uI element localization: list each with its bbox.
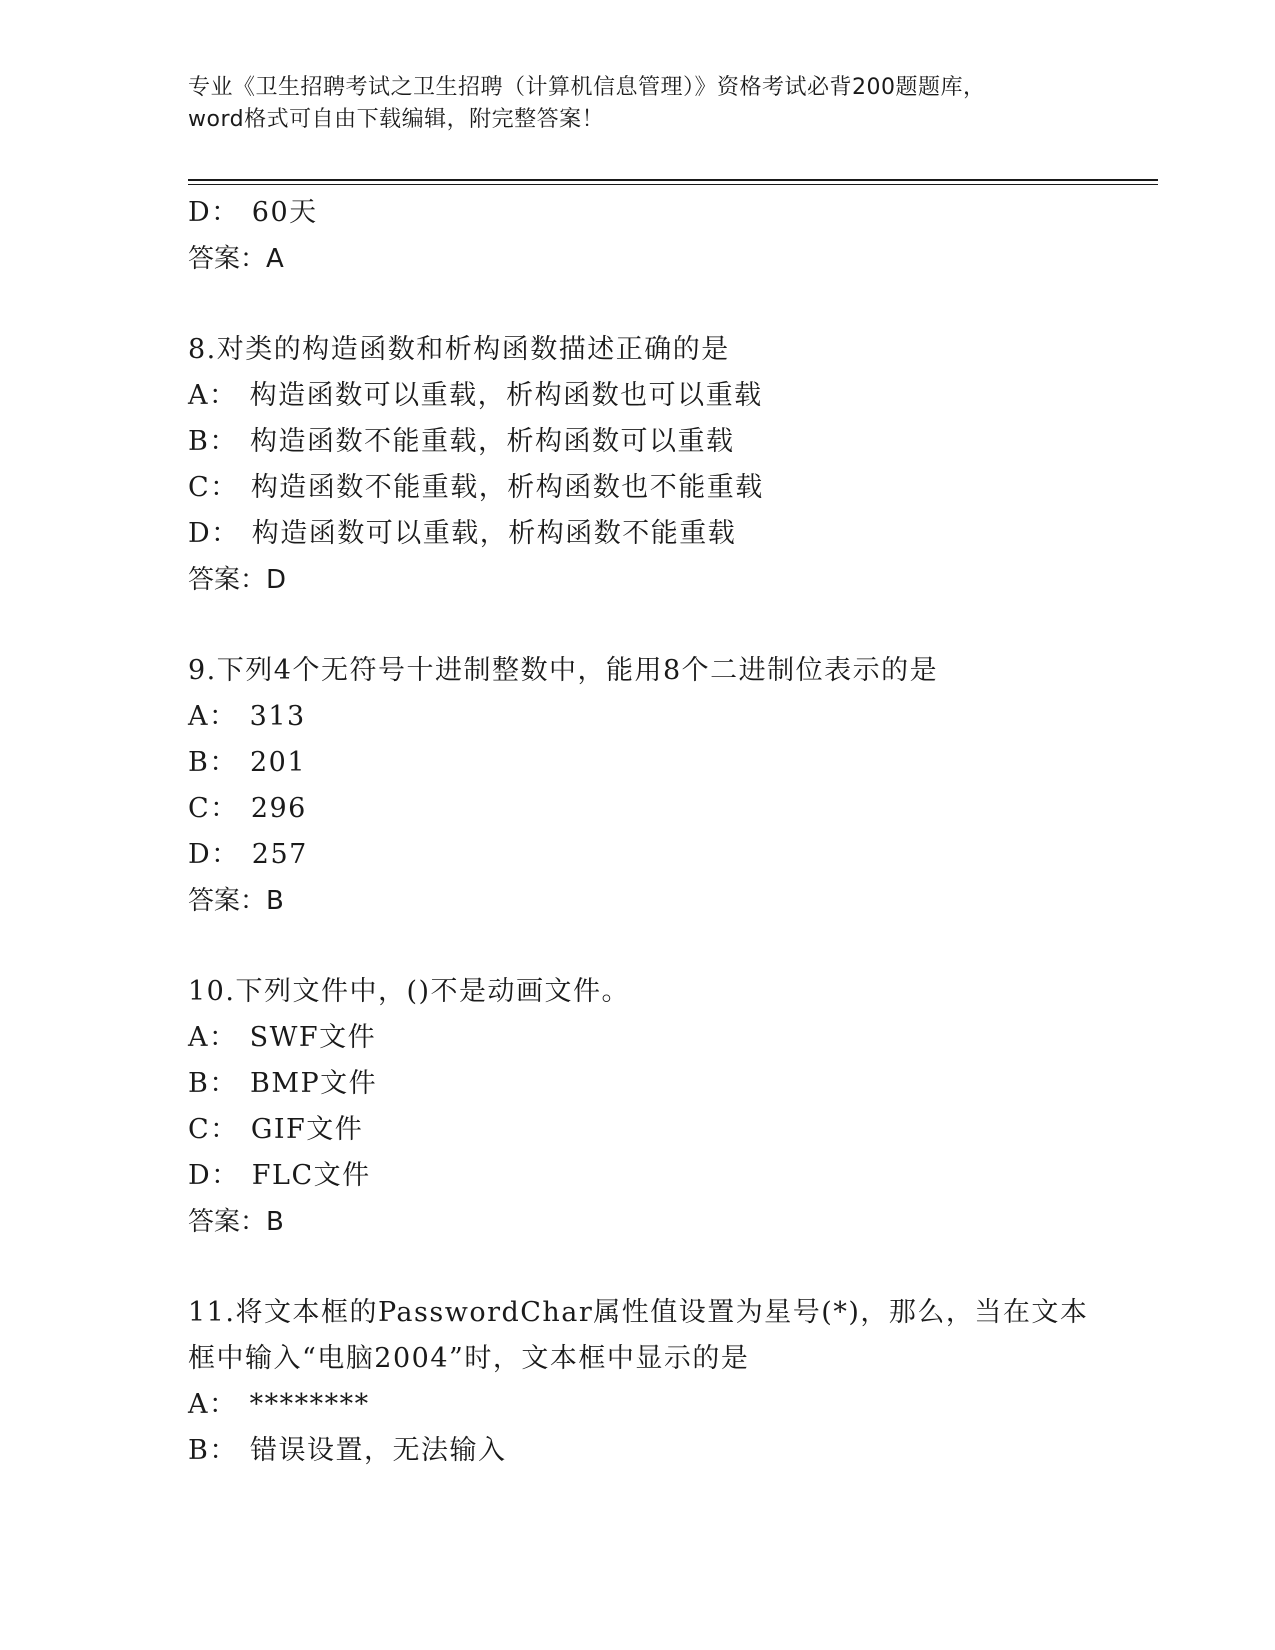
answer-line: 答案：B [188, 886, 284, 916]
question-option [188, 465, 1088, 511]
option-label: D： [188, 1160, 240, 1191]
question-option [188, 1428, 1088, 1474]
question-option [188, 786, 1088, 832]
option-label: C： [188, 793, 239, 824]
option-label: C： [188, 472, 239, 503]
option-label: B： [188, 1068, 238, 1099]
answer-line: 答案：A [188, 244, 284, 274]
option-text: GIF文件 [250, 1114, 364, 1145]
option-text: 错误设置，无法输入 [249, 1435, 507, 1466]
option-text: FLC文件 [251, 1160, 371, 1191]
option-label: A： [188, 1022, 238, 1053]
answer-line: 答案：D [188, 565, 287, 595]
question-option [188, 1382, 1088, 1428]
question-option [188, 373, 1088, 419]
option-label: A： [188, 1389, 238, 1420]
option-text: 296 [250, 793, 307, 824]
question-stem: 10.下列文件中，()不是动画文件。 [188, 976, 631, 1007]
option-text: 60天 [251, 197, 318, 228]
option-text: 构造函数可以重载，析构函数也可以重载 [249, 380, 763, 411]
option-label: C： [188, 1114, 239, 1145]
option-label: D： [188, 518, 240, 549]
option-text: BMP文件 [249, 1068, 378, 1099]
question-option [188, 419, 1088, 465]
option-label: B： [188, 747, 238, 778]
option-text: ******** [249, 1389, 370, 1420]
question-spacer [188, 1245, 1088, 1290]
question-option [188, 740, 1088, 786]
option-text: SWF文件 [249, 1022, 377, 1053]
option-label: B： [188, 1435, 238, 1466]
question-spacer [188, 603, 1088, 648]
question-option [188, 832, 1088, 878]
question-option [188, 190, 1088, 236]
option-label: D： [188, 197, 240, 228]
option-text: 构造函数不能重载，析构函数可以重载 [249, 426, 735, 457]
question-option [188, 694, 1088, 740]
question-spacer [188, 282, 1088, 327]
header-divider-thick [188, 179, 1158, 181]
document-header [188, 72, 1088, 136]
option-label: A： [188, 701, 238, 732]
option-label: B： [188, 426, 238, 457]
option-text: 构造函数可以重载，析构函数不能重载 [251, 518, 737, 549]
question-stem: 11.将文本框的PasswordChar属性值设置为星号(*)，那么，当在文本 [188, 1297, 1089, 1328]
question-option [188, 1107, 1088, 1153]
answer-line: 答案：B [188, 1207, 284, 1237]
question-option [188, 1061, 1088, 1107]
question-stem: 9.下列4个无符号十进制整数中，能用8个二进制位表示的是 [188, 655, 939, 686]
question-list [188, 190, 1088, 1474]
question-stem: 8.对类的构造函数和析构函数描述正确的是 [188, 334, 730, 365]
option-text: 257 [251, 839, 308, 870]
question-option [188, 511, 1088, 557]
question-spacer [188, 924, 1088, 969]
header-title-line-2: word格式可自由下载编辑，附完整答案！ [188, 107, 605, 132]
option-label: D： [188, 839, 240, 870]
header-title-line-1: 专业《卫生招聘考试之卫生招聘（计算机信息管理）》资格考试必背200题题库， [188, 75, 986, 100]
option-label: A： [188, 380, 238, 411]
option-text: 201 [249, 747, 307, 778]
option-text: 313 [249, 701, 306, 732]
question-stem-continued: 框中输入“电脑2004”时，文本框中显示的是 [188, 1343, 750, 1374]
question-option [188, 1015, 1088, 1061]
option-text: 构造函数不能重载，析构函数也不能重载 [250, 472, 764, 503]
header-divider-thin [188, 184, 1158, 185]
question-option [188, 1153, 1088, 1199]
